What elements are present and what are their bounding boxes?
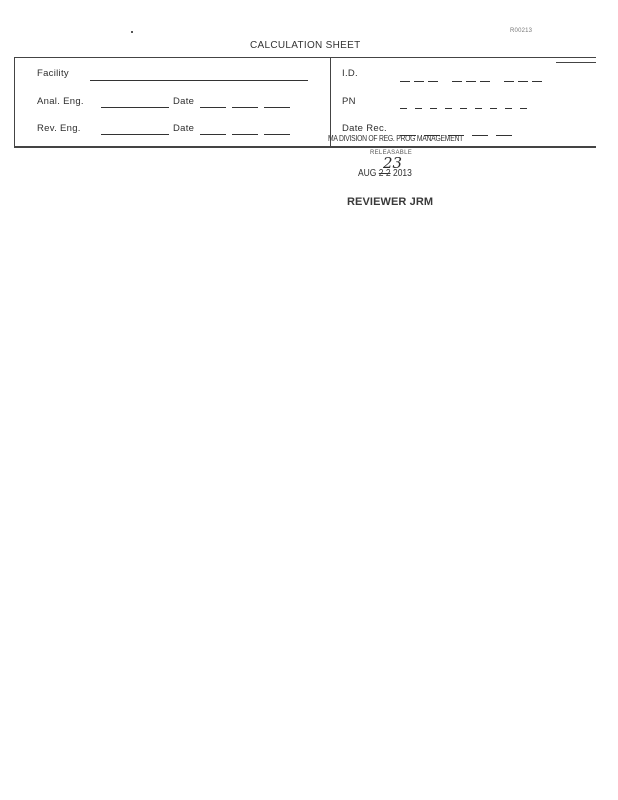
sheet-title: CALCULATION SHEET: [250, 40, 361, 51]
rev-eng-label: Rev. Eng.: [37, 123, 81, 134]
stamp-month: AUG: [358, 168, 377, 179]
stamp-year: 2013: [392, 168, 412, 179]
date-rec-label: Date Rec.: [342, 123, 387, 134]
rev-eng-field[interactable]: [101, 134, 169, 135]
anal-eng-date-label: Date: [173, 96, 195, 107]
form-box-top-cap: [556, 62, 596, 63]
stamp-day-struck: 2 2: [378, 168, 391, 179]
reviewer-stamp: REVIEWER JRM: [347, 196, 434, 208]
id-label: I.D.: [342, 68, 358, 79]
facility-label: Facility: [37, 68, 69, 79]
stamp-date: [358, 168, 412, 179]
anal-eng-label: Anal. Eng.: [37, 96, 84, 107]
handwritten-day: 23: [383, 154, 403, 172]
rev-eng-date-label: Date: [173, 123, 195, 134]
document-id: R00213: [510, 28, 533, 34]
pn-label: PN: [342, 96, 356, 107]
stamp-organization: MA DIVISION OF REG. PROG MANAGEMENT: [328, 134, 464, 143]
stamp-status: RELEASABLE: [370, 150, 413, 156]
form-divider: [330, 58, 331, 146]
facility-field[interactable]: [90, 80, 308, 81]
anal-eng-field[interactable]: [101, 107, 169, 108]
scan-speck: [131, 31, 133, 33]
